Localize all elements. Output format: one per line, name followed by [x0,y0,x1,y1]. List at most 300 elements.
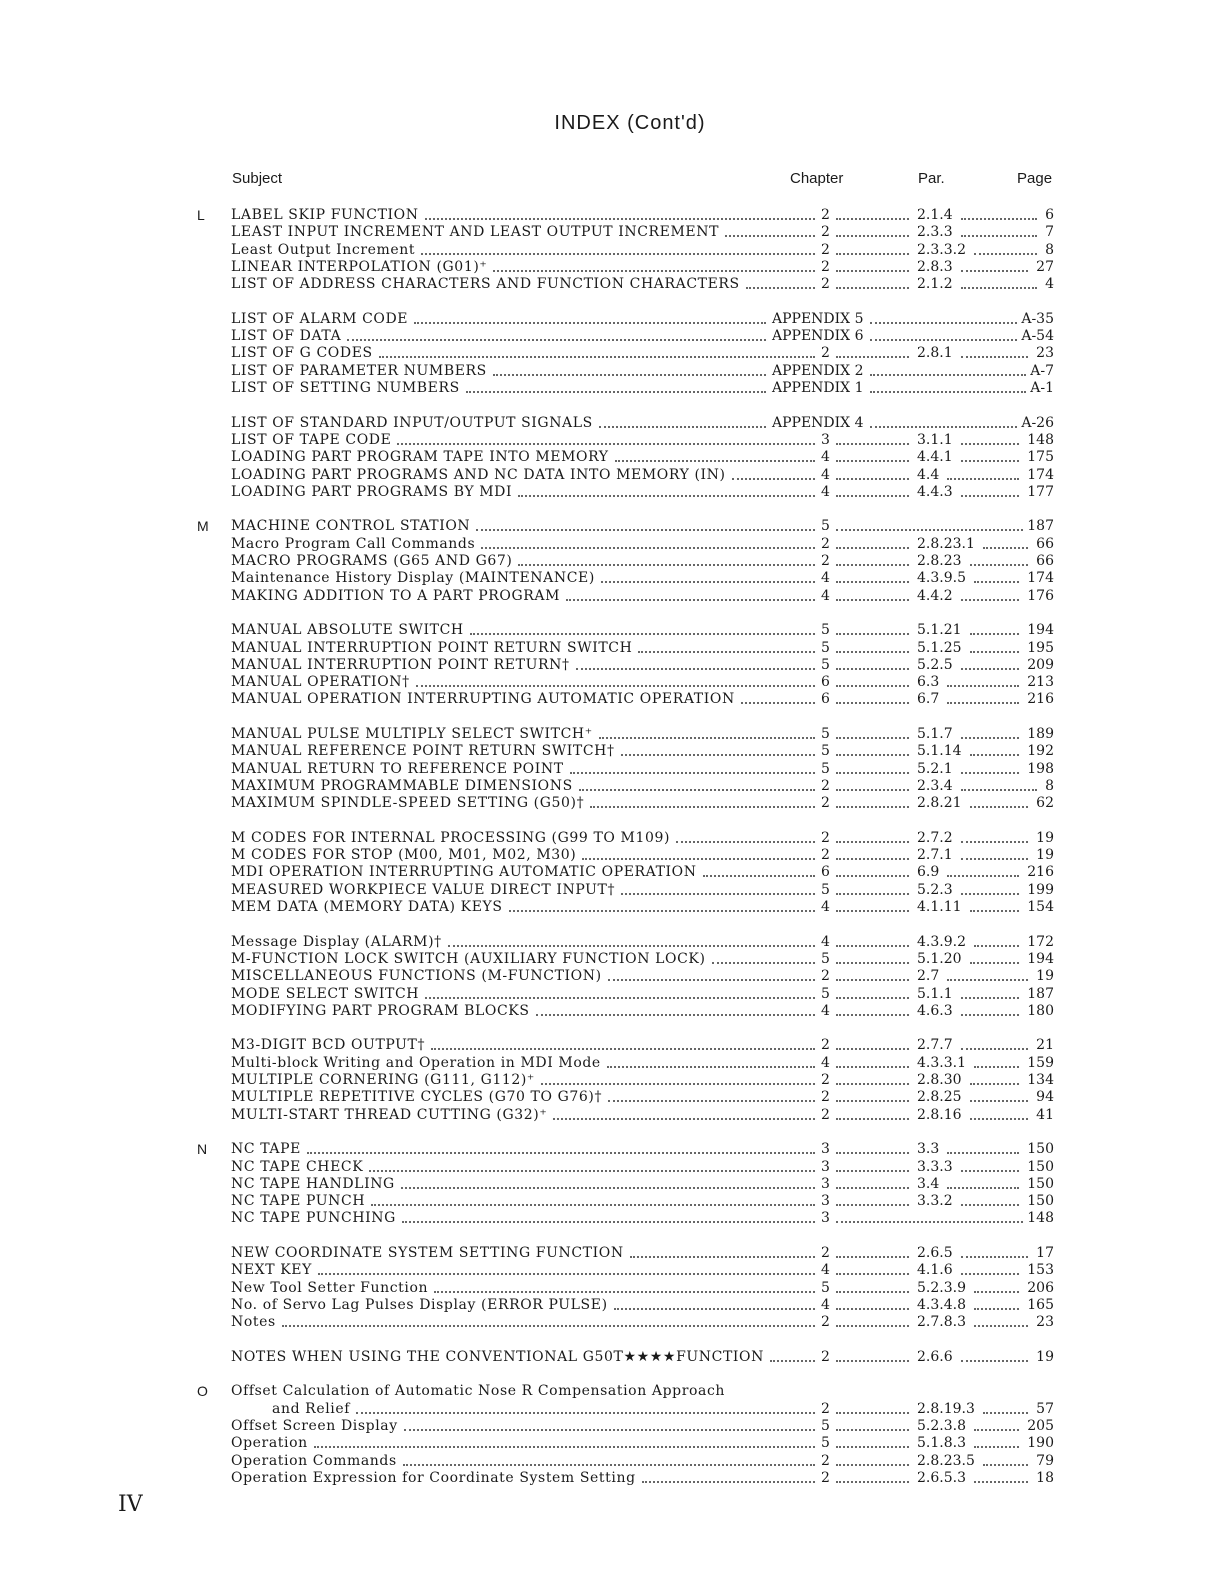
entry-paragraph: 5.1.14 [917,743,962,760]
entry-paragraph: 5.2.3.9 [917,1279,966,1296]
index-entry-row [0,778,1220,795]
entry-paragraph: 4.4.1 [917,449,953,466]
entry-subject: Offset Screen Display [231,1418,398,1434]
dot-leader [493,270,815,272]
dot-leader [947,702,1019,704]
entry-chapter: 2 [821,1314,830,1331]
dot-leader [356,1412,815,1414]
entry-subject: M CODES FOR STOP (M00, M01, M02, M30) [231,847,577,864]
entry-chapter: 2 [821,1106,830,1123]
dot-leader [947,1152,1019,1154]
entry-subject: MANUAL OPERATION† [231,674,410,691]
entry-page: 4 [1045,276,1054,293]
dot-leader [630,1256,815,1258]
index-entry-row [0,570,1220,587]
index-entry-row [0,1159,1220,1176]
dot-leader [836,1100,909,1102]
dot-leader [961,287,1037,289]
column-header-page: Page [1017,170,1053,187]
entry-chapter: 4 [821,1262,830,1279]
entry-page: 21 [1036,1037,1054,1054]
entry-paragraph: 4.4.3 [917,483,953,500]
entry-subject: LIST OF PARAMETER NUMBERS [231,362,487,379]
entry-page: 19 [1036,968,1054,985]
dot-leader [836,218,909,220]
entry-page: 172 [1027,933,1054,950]
section-letter: O [197,1383,208,1400]
index-entry-row [0,259,1220,276]
entry-subject: Message Display (ALARM)† [231,933,442,950]
entry-page: 194 [1027,622,1054,639]
entry-subject: MANUAL ABSOLUTE SWITCH [231,622,464,639]
entry-page: 195 [1027,639,1054,656]
entry-page: 27 [1036,258,1054,275]
dot-leader [836,1273,909,1275]
dot-leader [746,287,815,289]
entry-chapter: APPENDIX 5 [772,310,864,327]
entry-subject: NEW COORDINATE SYSTEM SETTING FUNCTION [231,1245,624,1261]
index-entry-row [0,363,1220,380]
index-entry-row [0,432,1220,449]
entry-page: 148 [1027,431,1054,448]
dot-leader [836,910,909,912]
entry-chapter: APPENDIX 4 [772,414,864,431]
entry-subject: LIST OF ALARM CODE [231,310,409,327]
dot-leader [974,1308,1019,1310]
entry-subject: MEM DATA (MEMORY DATA) KEYS [231,899,503,915]
index-entry-row [0,1193,1220,1210]
entry-subject: LABEL SKIP FUNCTION [231,207,419,223]
dot-leader [536,1014,815,1016]
dot-leader [741,702,815,704]
dot-leader [448,945,815,947]
dot-leader [870,339,1017,341]
dot-leader [379,356,815,358]
dot-leader [970,754,1019,756]
entry-chapter: 6 [821,691,830,708]
dot-leader [836,1014,909,1016]
dot-leader [961,893,1019,895]
dot-leader [836,1083,909,1085]
dot-leader [576,668,815,670]
entry-paragraph: 5.1.20 [917,950,962,967]
dot-leader [970,1083,1019,1085]
dot-leader [599,426,766,428]
dot-leader [570,772,815,774]
entry-subject: MAXIMUM SPINDLE-SPEED SETTING (G50)† [231,795,585,812]
dot-leader [836,858,909,860]
entry-subject: M-FUNCTION LOCK SWITCH (AUXILIARY FUNCTION LOCK) [231,950,706,967]
entry-page: 198 [1027,760,1054,777]
entry-paragraph: 3.3.2 [917,1193,953,1210]
dot-leader [836,287,909,289]
dot-leader [974,253,1037,255]
entry-page: 187 [1027,518,1054,535]
dot-leader [425,997,815,999]
entry-chapter: APPENDIX 6 [772,328,864,345]
index-entry-row [0,1297,1220,1314]
entry-page: 150 [1027,1175,1054,1192]
entry-paragraph: 4.4 [917,466,940,483]
index-entry-row [0,934,1220,951]
index-entry-row [0,1107,1220,1124]
entry-chapter: 2 [821,1348,830,1365]
dot-leader [314,1446,815,1448]
dot-leader [961,737,1019,739]
dot-leader [601,581,815,583]
entry-chapter: 5 [821,950,830,967]
dot-leader [836,651,909,653]
dot-leader [836,478,909,480]
entry-chapter: 2 [821,241,830,258]
entry-chapter: 4 [821,587,830,604]
entry-page: 19 [1036,1348,1054,1365]
entry-page: 175 [1027,449,1054,466]
dot-leader [974,1066,1019,1068]
dot-leader [836,1412,909,1414]
entry-subject: Notes [231,1314,276,1331]
index-entry-row [0,415,1220,432]
entry-paragraph: 2.8.23.1 [917,535,975,552]
index-entry-row [0,536,1220,553]
dot-leader [608,979,815,981]
dot-leader [961,1273,1019,1275]
dot-leader [970,633,1019,635]
dot-leader [836,599,909,601]
entry-page: 174 [1027,570,1054,587]
entry-chapter: 5 [821,743,830,760]
entry-paragraph: 2.7.2 [917,829,953,846]
entry-page: 17 [1036,1245,1054,1261]
dot-leader [553,1118,815,1120]
dot-leader [836,737,909,739]
index-entry-row [0,484,1220,501]
entry-chapter: 6 [821,864,830,881]
entry-paragraph: 5.2.3 [917,881,953,898]
dot-leader [518,564,815,566]
dot-leader [836,1291,909,1293]
entry-subject: MANUAL OPERATION INTERRUPTING AUTOMATIC OPERATION [231,691,735,708]
index-entry-row [0,1470,1220,1487]
entry-page: 216 [1027,691,1054,708]
entry-page: A-35 [1021,310,1054,327]
entry-subject: Maintenance History Display (MAINTENANCE) [231,570,595,587]
entry-paragraph: 4.1.6 [917,1262,953,1279]
entry-subject: MISCELLANEOUS FUNCTIONS (M-FUNCTION) [231,968,602,985]
entry-page: 177 [1027,483,1054,500]
index-entry-row [0,242,1220,259]
dot-leader [836,1118,909,1120]
entry-page: 134 [1027,1072,1054,1088]
dot-leader [608,1100,815,1102]
dot-leader [961,772,1019,774]
entry-subject: MDI OPERATION INTERRUPTING AUTOMATIC OPERATION [231,864,697,881]
dot-leader [974,581,1019,583]
dot-leader [836,979,909,981]
entry-paragraph: 2.1.2 [917,276,953,293]
entry-subject: LIST OF G CODES [231,345,373,362]
dot-leader [836,789,909,791]
index-entry-row [0,1037,1220,1054]
entry-subject: MULTI-START THREAD CUTTING (G32)⁺ [231,1106,548,1123]
dot-leader [836,685,909,687]
entry-page: 6 [1045,207,1054,223]
section-letter: M [197,518,209,535]
entry-paragraph: 2.8.30 [917,1072,962,1088]
index-entry-row [0,847,1220,864]
entry-page: 148 [1027,1210,1054,1227]
index-entry-row [0,986,1220,1003]
dot-leader [493,374,766,376]
dot-leader [947,979,1028,981]
dot-leader [401,1187,815,1189]
entry-paragraph: 2.8.1 [917,345,953,362]
dot-leader [836,1221,1023,1223]
entry-paragraph: 2.7.8.3 [917,1314,966,1331]
entry-chapter: 2 [821,968,830,985]
dot-leader [318,1273,815,1275]
entry-subject: LEAST INPUT INCREMENT AND LEAST OUTPUT INCREMENT [231,224,720,241]
dot-leader [470,633,815,635]
dot-leader [836,1429,909,1431]
entry-page: 190 [1027,1435,1054,1452]
dot-leader [836,806,909,808]
dot-leader [836,1048,909,1050]
dot-leader [836,772,909,774]
dot-leader [347,339,766,341]
dot-leader [836,547,909,549]
dot-leader [282,1325,815,1327]
dot-leader [402,1221,815,1223]
dot-leader [431,1048,815,1050]
entry-paragraph: 5.2.3.8 [917,1418,966,1434]
entry-chapter: 2 [821,1072,830,1088]
entry-paragraph: 2.8.21 [917,795,962,812]
entry-chapter: 5 [821,760,830,777]
entry-chapter: 2 [821,553,830,569]
entry-chapter: 5 [821,639,830,656]
entry-chapter: 4 [821,1054,830,1071]
entry-paragraph: 4.4.2 [917,587,953,604]
entry-page: 8 [1045,241,1054,258]
entry-chapter: 5 [821,1418,830,1434]
entry-page: 66 [1036,553,1054,569]
entry-chapter: 2 [821,535,830,552]
entry-chapter: 2 [821,345,830,362]
dot-leader [579,789,815,791]
entry-subject: MANUAL INTERRUPTION POINT RETURN SWITCH [231,639,633,656]
dot-leader [770,1360,815,1362]
entry-page: 41 [1036,1106,1054,1123]
dot-leader [836,702,909,704]
dot-leader [836,235,909,237]
index-entry-row [0,311,1220,328]
entry-subject: MANUAL INTERRUPTION POINT RETURN† [231,656,570,673]
entry-chapter: 2 [821,777,830,794]
entry-subject: LIST OF TAPE CODE [231,431,392,448]
dot-leader [961,858,1028,860]
entry-chapter: 2 [821,1089,830,1106]
entry-chapter: APPENDIX 2 [772,362,864,379]
entry-subject: MAKING ADDITION TO A PART PROGRAM [231,587,561,604]
dot-leader [947,1187,1019,1189]
index-entry-row [0,1210,1220,1227]
entry-page: A-26 [1021,414,1054,431]
entry-subject: Multi-block Writing and Operation in MDI Mode [231,1054,601,1071]
dot-leader [836,962,909,964]
entry-chapter: 2 [821,1452,830,1469]
dot-leader [974,1429,1019,1431]
entry-paragraph: 2.6.6 [917,1348,953,1365]
dot-leader [725,235,815,237]
entry-paragraph: 3.1.1 [917,431,953,448]
dot-leader [703,875,815,877]
entry-chapter: 3 [821,1193,830,1210]
dot-leader [836,495,909,497]
entry-subject: MAXIMUM PROGRAMMABLE DIMENSIONS [231,777,573,794]
dot-leader [983,547,1028,549]
entry-page: 19 [1036,847,1054,864]
entry-paragraph: 2.8.3 [917,258,953,275]
entry-paragraph: 2.1.4 [917,207,953,223]
index-entry-row [0,1072,1220,1089]
entry-chapter: 5 [821,881,830,898]
index-entry-row [0,1383,1220,1400]
page-number-footer: IV [118,1492,143,1517]
entry-chapter: 4 [821,1296,830,1313]
entry-paragraph: 4.3.9.5 [917,570,966,587]
entry-chapter: 5 [821,1279,830,1296]
dot-leader [614,1308,815,1310]
entry-paragraph: 2.6.5 [917,1245,953,1261]
entry-paragraph: 2.3.4 [917,777,953,794]
dot-leader [836,668,909,670]
index-entry-row [0,864,1220,881]
entry-paragraph: 6.7 [917,691,940,708]
entry-subject: Offset Calculation of Automatic Nose R Compensation Approach [231,1383,726,1400]
index-entry-row [0,1262,1220,1279]
entry-subject: NC TAPE CHECK [231,1158,364,1175]
index-entry-row [0,328,1220,345]
entry-paragraph: 2.8.16 [917,1106,962,1123]
entry-paragraph: 3.4 [917,1175,940,1192]
entry-page: 66 [1036,535,1054,552]
dot-leader [970,564,1028,566]
dot-leader [476,529,815,531]
dot-leader [434,1291,815,1293]
dot-leader [509,910,815,912]
entry-page: 79 [1036,1452,1054,1469]
entry-paragraph: 2.7.1 [917,847,953,864]
index-entry-row [0,761,1220,778]
index-entry-row [0,467,1220,484]
entry-paragraph: 2.7 [917,968,940,985]
dot-leader [421,253,815,255]
index-entry-row [0,380,1220,397]
entry-chapter: 3 [821,1141,830,1158]
dot-leader [836,1325,909,1327]
dot-leader [836,1360,909,1362]
index-entry-row [0,622,1220,639]
entry-chapter: 2 [821,829,830,846]
entry-subject: MACHINE CONTROL STATION [231,518,471,535]
entry-subject: LIST OF SETTING NUMBERS [231,380,460,396]
dot-leader [836,564,909,566]
dot-leader [425,218,815,220]
dot-leader [836,1464,909,1466]
entry-chapter: 3 [821,431,830,448]
dot-leader [974,1325,1028,1327]
entry-subject: NC TAPE PUNCH [231,1193,366,1210]
entry-page: 23 [1036,345,1054,362]
dot-leader [566,599,815,601]
entry-page: 174 [1027,466,1054,483]
index-entry-row [0,588,1220,605]
entry-page: 150 [1027,1158,1054,1175]
dot-leader [676,841,815,843]
dot-leader [961,668,1019,670]
dot-leader [836,1187,909,1189]
dot-leader [404,1429,815,1431]
index-entry-row [0,1141,1220,1158]
dot-leader [836,460,909,462]
dot-leader [836,529,1023,531]
index-entry-row [0,968,1220,985]
entry-page: 19 [1036,829,1054,846]
dot-leader [870,391,1026,393]
entry-paragraph: 4.1.11 [917,899,962,915]
entry-paragraph: 2.8.25 [917,1089,962,1106]
dot-leader [307,1152,815,1154]
entry-chapter: 2 [821,276,830,293]
entry-page: 154 [1027,899,1054,915]
dot-leader [870,322,1017,324]
dot-leader [732,478,815,480]
dot-leader [947,875,1019,877]
entry-paragraph: 6.3 [917,674,940,691]
entry-paragraph: 3.3.3 [917,1158,953,1175]
section-letter: N [197,1141,208,1158]
entry-subject: M3-DIGIT BCD OUTPUT† [231,1037,426,1054]
index-entry-row [0,743,1220,760]
dot-leader [961,1360,1028,1362]
entry-subject: LOADING PART PROGRAMS AND NC DATA INTO MEMORY (IN) [231,466,726,483]
index-entry-row [0,657,1220,674]
entry-subject: Operation [231,1435,308,1452]
entry-chapter: 5 [821,1435,830,1452]
entry-subject: MULTIPLE CORNERING (G111, G112)⁺ [231,1072,535,1088]
dot-leader [961,443,1019,445]
index-entry-row [0,518,1220,535]
index-entry-row [0,1176,1220,1193]
dot-leader [621,893,815,895]
dot-leader [836,1204,909,1206]
entry-chapter: 4 [821,483,830,500]
entry-subject: LINEAR INTERPOLATION (G01)⁺ [231,258,488,275]
dot-leader [961,841,1028,843]
entry-page: 189 [1027,726,1054,742]
entry-page: 23 [1036,1314,1054,1331]
entry-subject: NEXT KEY [231,1262,312,1279]
entry-subject: MODIFYING PART PROGRAM BLOCKS [231,1002,530,1019]
dot-leader [403,1464,815,1466]
dot-leader [961,495,1019,497]
dot-leader [397,443,815,445]
dot-leader [836,841,909,843]
entry-chapter: 5 [821,622,830,639]
section-letter: L [197,207,205,223]
dot-leader [947,478,1019,480]
